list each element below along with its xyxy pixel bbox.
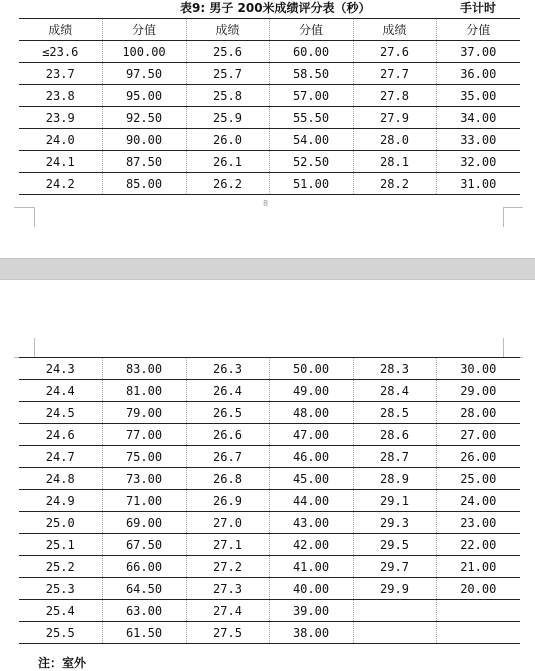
result-cell: 25.4 xyxy=(19,600,102,622)
score-cell: 71.00 xyxy=(102,490,186,512)
score-cell: 28.00 xyxy=(436,402,520,424)
result-cell: 27.3 xyxy=(186,578,269,600)
score-cell: 97.50 xyxy=(102,63,186,85)
score-cell: 21.00 xyxy=(436,556,520,578)
result-cell: 26.1 xyxy=(186,151,269,173)
score-cell: 83.00 xyxy=(102,358,186,380)
result-cell: 26.0 xyxy=(186,129,269,151)
table-row xyxy=(19,129,520,151)
score-cell: 55.50 xyxy=(269,107,353,129)
score-cell: 36.00 xyxy=(436,63,520,85)
footnote: 注：室外 xyxy=(38,656,87,670)
result-cell: 28.1 xyxy=(353,151,436,173)
score-cell: 42.00 xyxy=(269,534,353,556)
score-cell: 90.00 xyxy=(102,129,186,151)
score-cell: 73.00 xyxy=(102,468,186,490)
column-header: 成绩 xyxy=(186,19,269,41)
table-row xyxy=(19,63,520,85)
table-row xyxy=(19,85,520,107)
score-cell: 25.00 xyxy=(436,468,520,490)
score-cell: 57.00 xyxy=(269,85,353,107)
score-cell: 77.00 xyxy=(102,424,186,446)
score-cell: 24.00 xyxy=(436,490,520,512)
result-cell: 29.5 xyxy=(353,534,436,556)
result-cell: 29.7 xyxy=(353,556,436,578)
score-cell: 33.00 xyxy=(436,129,520,151)
table-row xyxy=(19,446,520,468)
result-cell: 26.6 xyxy=(186,424,269,446)
table-header-row xyxy=(19,19,520,41)
score-cell: 47.00 xyxy=(269,424,353,446)
column-header: 分值 xyxy=(436,19,520,41)
page-corner-mark xyxy=(34,338,35,358)
table-row xyxy=(19,358,520,380)
score-cell: 64.50 xyxy=(102,578,186,600)
table-title: 表9: 男子 200米成绩评分表（秒） xyxy=(180,1,371,15)
score-cell: 27.00 xyxy=(436,424,520,446)
score-cell: 49.00 xyxy=(269,380,353,402)
result-cell: ≤23.6 xyxy=(19,41,102,63)
result-cell: 23.8 xyxy=(19,85,102,107)
score-table-page-1 xyxy=(19,18,520,195)
score-cell: 44.00 xyxy=(269,490,353,512)
result-cell: 23.7 xyxy=(19,63,102,85)
result-cell xyxy=(353,600,436,622)
score-cell xyxy=(436,622,520,644)
score-cell: 50.00 xyxy=(269,358,353,380)
score-cell: 31.00 xyxy=(436,173,520,195)
score-cell: 66.00 xyxy=(102,556,186,578)
score-cell: 48.00 xyxy=(269,402,353,424)
result-cell: 28.7 xyxy=(353,446,436,468)
score-cell: 60.00 xyxy=(269,41,353,63)
score-cell: 81.00 xyxy=(102,380,186,402)
result-cell: 28.4 xyxy=(353,380,436,402)
score-cell: 38.00 xyxy=(269,622,353,644)
score-cell: 29.00 xyxy=(436,380,520,402)
score-cell: 41.00 xyxy=(269,556,353,578)
result-cell: 24.8 xyxy=(19,468,102,490)
result-cell: 26.9 xyxy=(186,490,269,512)
result-cell: 27.7 xyxy=(353,63,436,85)
table-row xyxy=(19,173,520,195)
table-row xyxy=(19,490,520,512)
result-cell: 26.8 xyxy=(186,468,269,490)
score-cell: 58.50 xyxy=(269,63,353,85)
result-cell: 24.1 xyxy=(19,151,102,173)
result-cell: 29.9 xyxy=(353,578,436,600)
page-corner-mark xyxy=(503,338,504,358)
page-corner-mark xyxy=(14,207,34,208)
score-cell: 40.00 xyxy=(269,578,353,600)
score-cell: 39.00 xyxy=(269,600,353,622)
score-cell: 32.00 xyxy=(436,151,520,173)
score-cell: 43.00 xyxy=(269,512,353,534)
result-cell: 25.7 xyxy=(186,63,269,85)
score-table-page-2 xyxy=(19,357,520,644)
result-cell: 28.6 xyxy=(353,424,436,446)
table-row xyxy=(19,424,520,446)
result-cell: 24.6 xyxy=(19,424,102,446)
result-cell: 28.3 xyxy=(353,358,436,380)
result-cell: 24.5 xyxy=(19,402,102,424)
score-cell: 35.00 xyxy=(436,85,520,107)
table-row xyxy=(19,380,520,402)
score-cell: 23.00 xyxy=(436,512,520,534)
column-header: 成绩 xyxy=(353,19,436,41)
score-cell: 87.50 xyxy=(102,151,186,173)
result-cell: 25.0 xyxy=(19,512,102,534)
table-row xyxy=(19,151,520,173)
result-cell: 25.3 xyxy=(19,578,102,600)
result-cell: 23.9 xyxy=(19,107,102,129)
document-page-1 xyxy=(0,0,535,258)
score-cell: 37.00 xyxy=(436,41,520,63)
result-cell: 27.2 xyxy=(186,556,269,578)
score-cell: 30.00 xyxy=(436,358,520,380)
table-row xyxy=(19,578,520,600)
result-cell: 25.9 xyxy=(186,107,269,129)
result-cell: 26.4 xyxy=(186,380,269,402)
score-cell: 46.00 xyxy=(269,446,353,468)
score-cell: 52.50 xyxy=(269,151,353,173)
score-cell: 100.00 xyxy=(102,41,186,63)
result-cell: 25.8 xyxy=(186,85,269,107)
result-cell: 28.0 xyxy=(353,129,436,151)
score-cell: 69.00 xyxy=(102,512,186,534)
result-cell: 27.9 xyxy=(353,107,436,129)
score-cell: 63.00 xyxy=(102,600,186,622)
page-number: 8 xyxy=(263,199,269,208)
result-cell: 28.5 xyxy=(353,402,436,424)
result-cell: 27.6 xyxy=(353,41,436,63)
result-cell: 25.6 xyxy=(186,41,269,63)
result-cell: 24.4 xyxy=(19,380,102,402)
result-cell: 28.9 xyxy=(353,468,436,490)
result-cell: 24.0 xyxy=(19,129,102,151)
score-cell: 22.00 xyxy=(436,534,520,556)
result-cell: 27.1 xyxy=(186,534,269,556)
table-row xyxy=(19,512,520,534)
page-corner-mark xyxy=(503,207,504,227)
table-row xyxy=(19,107,520,129)
result-cell: 26.7 xyxy=(186,446,269,468)
table-row xyxy=(19,41,520,63)
score-cell: 34.00 xyxy=(436,107,520,129)
result-cell: 29.1 xyxy=(353,490,436,512)
score-cell xyxy=(436,600,520,622)
timing-method-label: 手计时 xyxy=(460,1,497,15)
result-cell: 27.5 xyxy=(186,622,269,644)
score-cell: 51.00 xyxy=(269,173,353,195)
result-cell: 29.3 xyxy=(353,512,436,534)
table-row xyxy=(19,600,520,622)
result-cell: 24.9 xyxy=(19,490,102,512)
column-header: 成绩 xyxy=(19,19,102,41)
page-corner-mark xyxy=(34,207,35,227)
score-cell: 26.00 xyxy=(436,446,520,468)
result-cell: 26.3 xyxy=(186,358,269,380)
result-cell: 27.8 xyxy=(353,85,436,107)
result-cell: 24.3 xyxy=(19,358,102,380)
result-cell: 25.5 xyxy=(19,622,102,644)
score-cell: 92.50 xyxy=(102,107,186,129)
score-cell: 95.00 xyxy=(102,85,186,107)
score-cell: 45.00 xyxy=(269,468,353,490)
result-cell: 26.5 xyxy=(186,402,269,424)
table-row xyxy=(19,534,520,556)
result-cell: 26.2 xyxy=(186,173,269,195)
score-cell: 20.00 xyxy=(436,578,520,600)
score-cell: 54.00 xyxy=(269,129,353,151)
result-cell: 28.2 xyxy=(353,173,436,195)
score-cell: 61.50 xyxy=(102,622,186,644)
table-row xyxy=(19,402,520,424)
score-cell: 79.00 xyxy=(102,402,186,424)
score-cell: 85.00 xyxy=(102,173,186,195)
score-cell: 67.50 xyxy=(102,534,186,556)
result-cell: 24.2 xyxy=(19,173,102,195)
result-cell: 24.7 xyxy=(19,446,102,468)
result-cell: 25.2 xyxy=(19,556,102,578)
result-cell: 27.4 xyxy=(186,600,269,622)
result-cell: 25.1 xyxy=(19,534,102,556)
column-header: 分值 xyxy=(102,19,186,41)
table-row xyxy=(19,622,520,644)
page-corner-mark xyxy=(503,207,523,208)
result-cell: 27.0 xyxy=(186,512,269,534)
column-header: 分值 xyxy=(269,19,353,41)
table-row xyxy=(19,556,520,578)
table-row xyxy=(19,468,520,490)
result-cell xyxy=(353,622,436,644)
page-separator xyxy=(0,258,535,280)
document-page-2 xyxy=(0,280,535,670)
score-cell: 75.00 xyxy=(102,446,186,468)
